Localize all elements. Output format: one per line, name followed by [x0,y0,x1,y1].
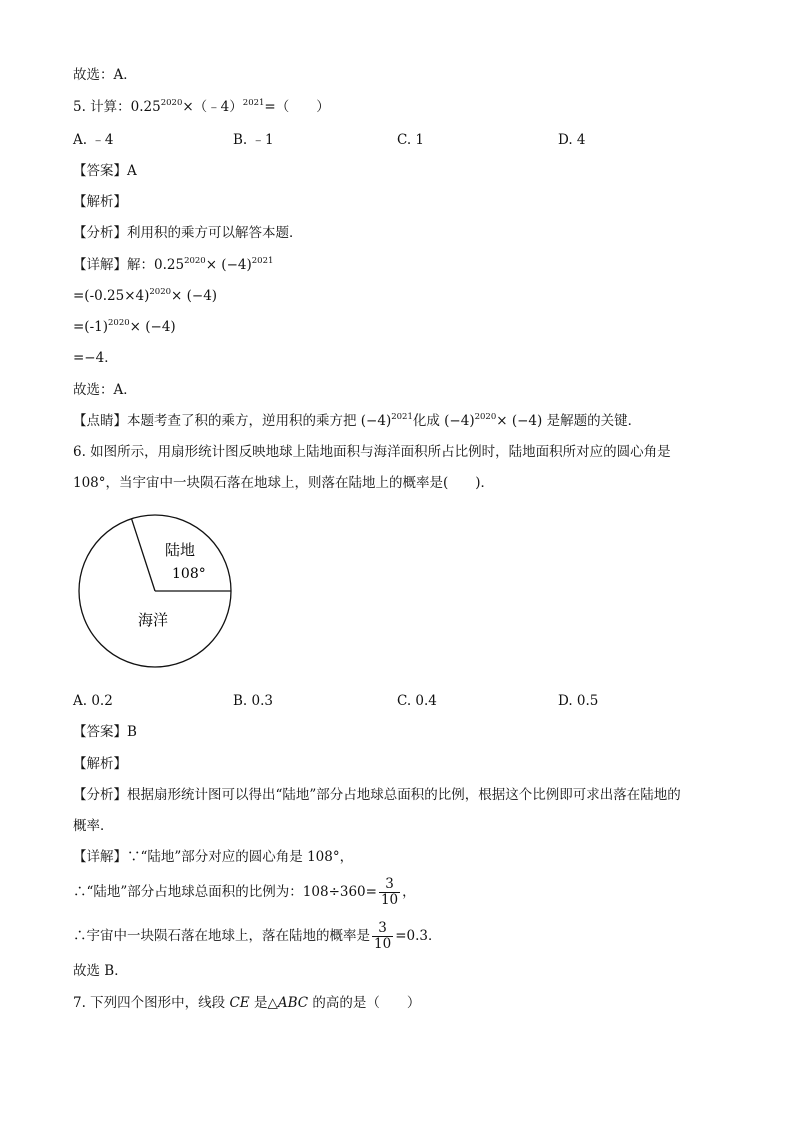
q6-option-c: C. 0.4 [397,693,437,709]
question-5-stem: 5. 计算：$0.25^{2020}\times(﹣4)^{2021}=$（ ） [73,98,330,115]
pie-chart [78,512,238,672]
pie-label-ocean: 海洋 [138,611,169,629]
q6-detail: 【详解】∵“陆地”部分对应的圆心角是 108°， [73,849,354,865]
q6-option-d: D. 0.5 [558,693,599,709]
q6-option-b: B. 0.3 [233,693,273,709]
q6-option-a: A. 0.2 [73,693,113,709]
q6-step-1: ∴“陆地”部分占地球总面积的比例为：108÷360= $\frac{3}{10}$ ， [73,876,416,908]
q6-parse-heading: 【解析】 [73,756,127,772]
q5-conclusion: 故选：A． [73,382,137,398]
q5-parse-heading: 【解析】 [73,194,127,210]
q5-option-b: B. ﹣1 [233,132,274,148]
fraction: $\frac{3}{10}$ [380,876,399,908]
q5-step-2: $=(-1)^{2020}\times (-4)$ [73,318,176,335]
q5-option-d: D. 4 [558,132,586,148]
q5-option-a: A. ﹣4 [73,132,114,148]
question-6-stem-line-1: 6. 如图所示，用扇形统计图反映地球上陆地面积与海洋面积所占比例时，陆地面积所对应的圆心角是 [73,444,671,460]
pie-value-land: 108° [172,566,206,582]
q5-answer: 【答案】A [73,163,137,179]
question-6-stem-line-2: 108°，当宇宙中一块陨石落在地球上，则落在陆地上的概率是( )． [73,475,495,491]
question-7-stem: 7. 下列四个图形中，线段 CE 是△ABC 的高的是（ ） [73,995,421,1011]
q5-option-c: C. 1 [397,132,425,148]
pie-label-land: 陆地 [165,541,196,559]
q5-step-1: $=(-0.25\times 4)^{2020}\times (-4)$ [73,287,218,304]
q6-analysis-line-2: 概率． [73,818,114,834]
prev-conclusion: 故选：A． [73,67,137,83]
q5-comment: 【点睛】本题考查了积的乘方，逆用积的乘方把 $(-4)^{2021}$化成 $(-4)^{2020}\times (-4)$ 是解题的关键． [73,412,642,429]
q6-answer: 【答案】B [73,724,137,740]
q5-step-3: =−4． [73,350,118,366]
q5-analysis: 【分析】利用积的乘方可以解答本题． [73,225,303,241]
q6-conclusion: 故选 B． [73,963,128,979]
pie-radius-end [132,519,155,591]
q6-step-2: ∴宇宙中一块陨石落在地球上，落在陆地的概率是 $\frac{3}{10}$ =0.3． [73,920,442,952]
q5-detail: 【详解】解：$0.25^{2020}\times (-4)^{2021}$ [73,256,274,273]
fraction: $\frac{3}{10}$ [374,920,392,952]
q6-analysis-line-1: 【分析】根据扇形统计图可以得出“陆地”部分占地球总面积的比例，根据这个比例即可求出落在陆地的 [73,787,681,803]
